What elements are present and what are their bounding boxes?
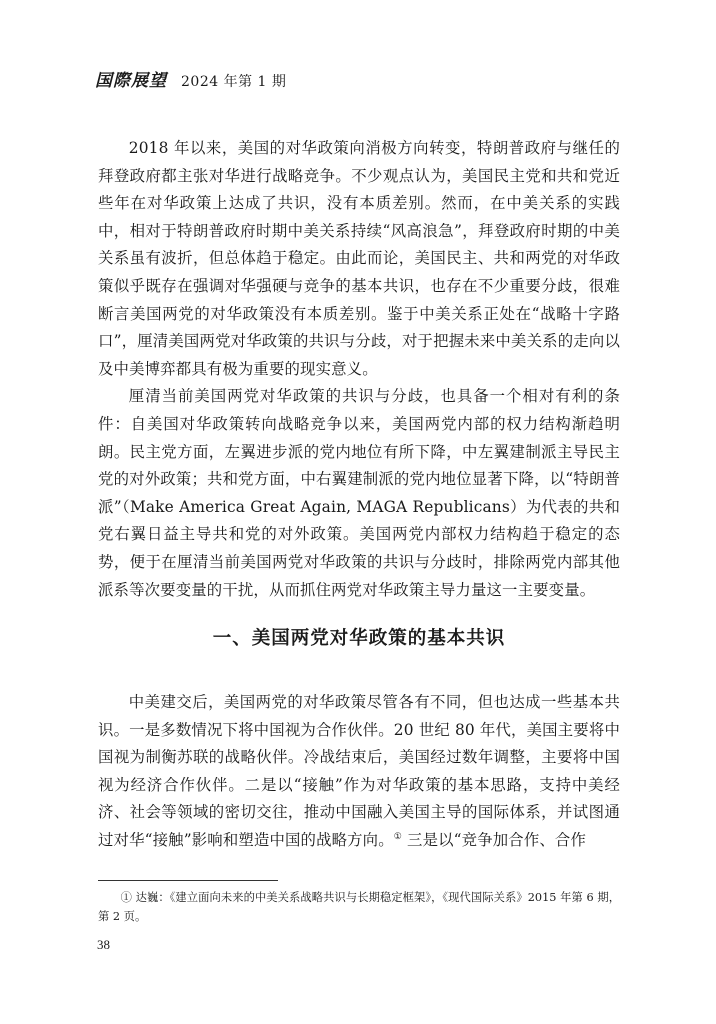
paragraph-consensus (98, 689, 620, 855)
page-number: 38 (97, 937, 110, 952)
section-heading: 一、美国两党对华政策的基本共识 (212, 628, 506, 649)
footnote-divider (98, 880, 278, 881)
footnote: ① 达巍：《建立面向未来的中美关系战略共识与长期稳定框架》，《现代国际关系》2015 年第 6 期，第 2 页。 (98, 891, 620, 923)
article-body (98, 135, 620, 849)
paragraph-consensus-text: 中美建交后，美国两党的对华政策尽管各有不同，但也达成一些基本共识。一是多数情况下将中国视为合作伙伴。20 世纪 80 年代，美国主要将中国视为制衡苏联的战略伙伴。冷战结束后，美国经过数年调整，主要将中国视为经济合作伙伴。二是以“接触”作为对华政策的基本思路，支持中美经济、社会等领域的密切交往，推动中国融入美国主导的国际体系，并试图通过对华“接触”影响和塑造中国的战略方向。 (98, 693, 620, 849)
paragraph-intro: 2018 年以来，美国的对华政策向消极方向转变，特朗普政府与继任的拜登政府都主张对华进行战略竞争。不少观点认为，美国民主党和共和党近些年在对华政策上达成了共识，没有本质差别。然而，在中美关系的实践中，相对于特朗普政府时期中美关系持续“风高浪急”，拜登政府时期的中美关系虽有波折，但总体趋于稳定。由此而论，美国民主、共和两党的对华政策似乎既存在强调对华强硬与竞争的基本共识，也存在不少重要分歧，很难断言美国两党的对华政策没有本质差别。鉴于中美关系正处在“战略十字路口”，厘清美国两党对华政策的共识与分歧，对于把握未来中美关系的走向以及中美博弈都具有极为重要的现实意义。 (98, 139, 620, 378)
footnote-reference[interactable]: ① (393, 831, 402, 842)
paragraph-conditions: 厘清当前美国两党对华政策的共识与分歧，也具备一个相对有利的条件：自美国对华政策转向战略竞争以来，美国两党内部的权力结构渐趋明朗。民主党方面，左翼进步派的党内地位有所下降，中左翼建制派主导民主党的对外政策；共和党方面，中右翼建制派的党内地位显著下降，以“特朗普派”（Make America Great Again, MAGA Republicans）为代表的共和党右翼日益主导共和党的对外政策。美国两党内部权力结构趋于稳定的态势，便于在厘清当前美国两党对华政策的共识与分歧时，排除两党内部其他派系等次要变量的干扰，从而抓住两党对华政策主导力量这一主要变量。 (98, 387, 620, 599)
paragraph-consensus-tail: 三是以“竞争加合作、合作 (407, 830, 587, 849)
issue-label: 2024 年第 1 期 (181, 74, 287, 90)
running-header (95, 66, 286, 91)
journal-logo: 国際展望 (95, 71, 167, 91)
